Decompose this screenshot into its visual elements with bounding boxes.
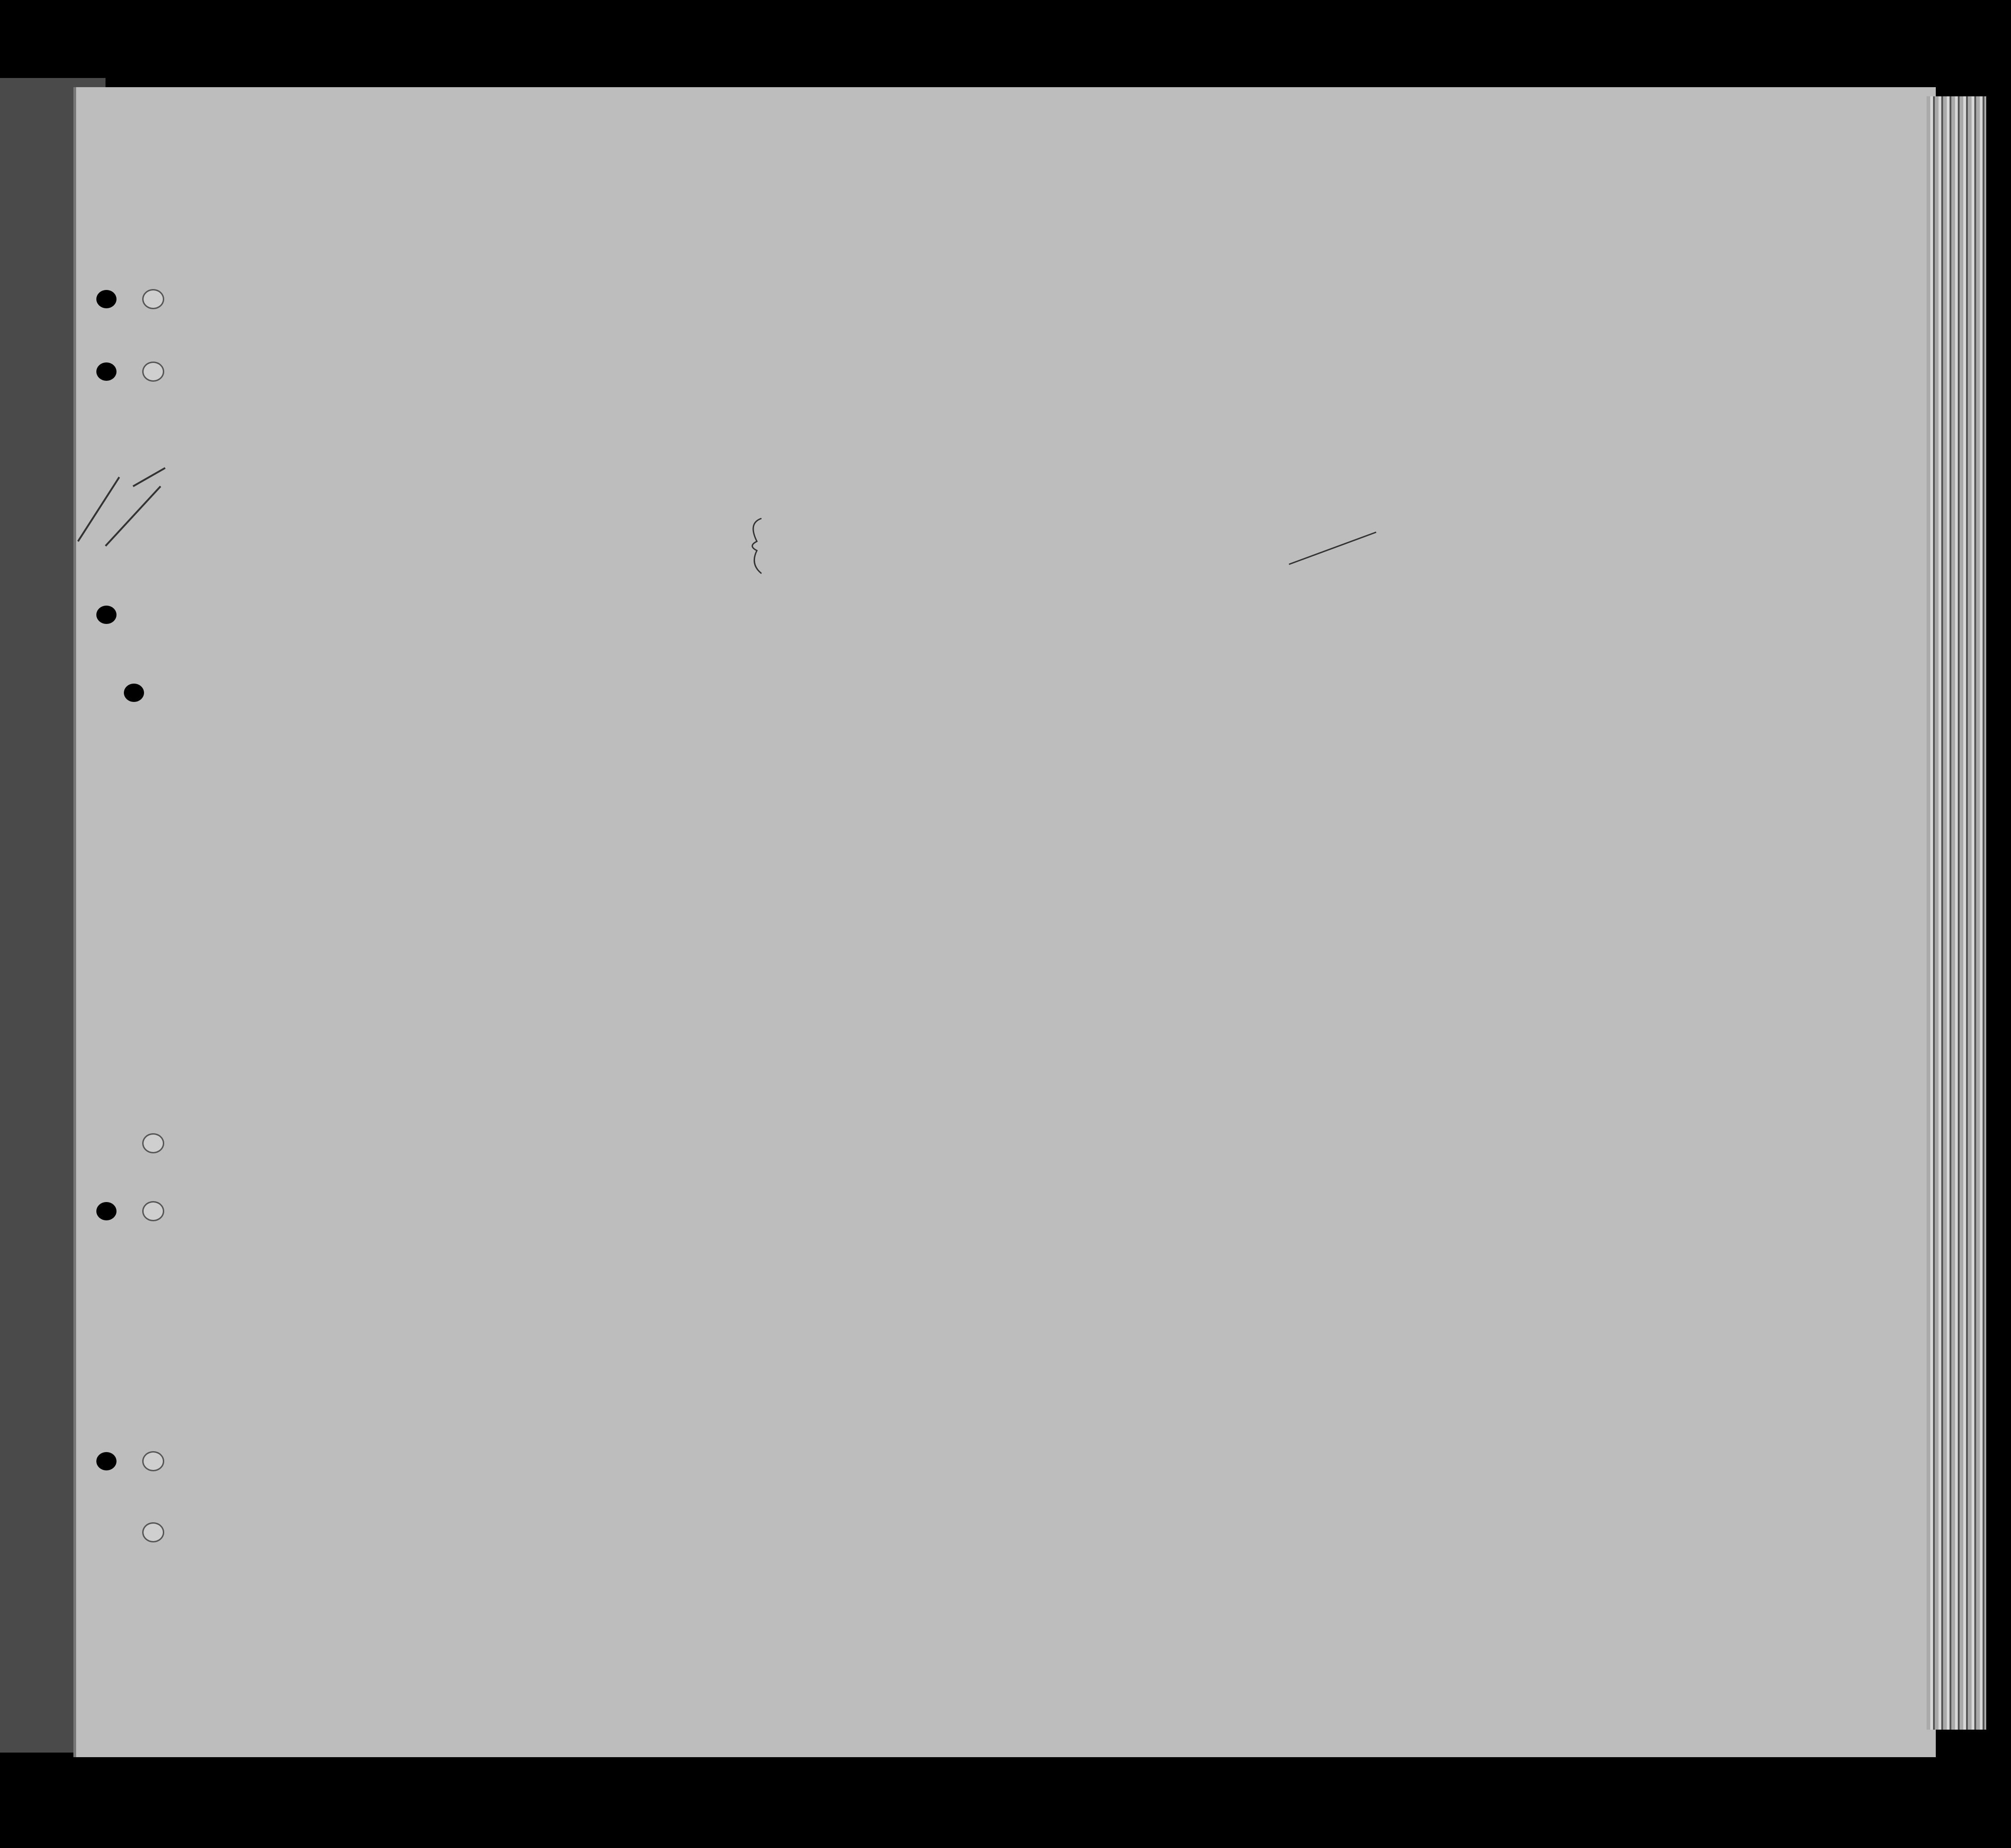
binder-hole-icon bbox=[124, 684, 144, 702]
binder-hole-icon bbox=[96, 290, 117, 308]
binder-ring-icon bbox=[142, 1522, 164, 1542]
binder-ring-icon bbox=[142, 289, 164, 309]
pencil-stroke-icon bbox=[1284, 528, 1385, 569]
pencil-check-mark-icon bbox=[69, 459, 188, 560]
binder-ring-icon bbox=[142, 362, 164, 382]
binder-ring-icon bbox=[142, 1201, 164, 1221]
binder-hole-icon bbox=[96, 1452, 117, 1470]
binder-ring-icon bbox=[142, 1133, 164, 1153]
header-purpose-return bbox=[1151, 342, 1179, 452]
binder-hole-icon bbox=[96, 606, 117, 624]
binder-ring-icon bbox=[142, 1451, 164, 1471]
binder-hole-icon bbox=[96, 362, 117, 381]
binder-hole-icon bbox=[96, 1202, 117, 1220]
pencil-bracket-icon bbox=[743, 514, 771, 578]
